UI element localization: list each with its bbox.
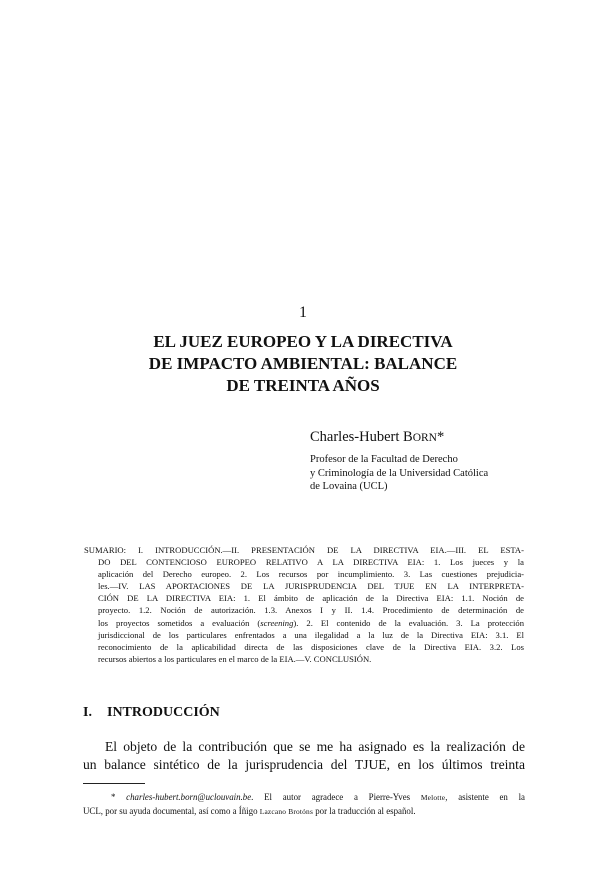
summary-line: los proyectos sometidos a evaluación (screening). 2. El contenido de la evaluación. 3. La protección [98,617,524,628]
summary-line: recursos abiertos a los particulares en el marco de la EIA.—V. CONCLUSIÓN. [98,653,372,664]
summary-line: aplicación del Derecho europeo. 2. Los recursos por incumplimiento. 3. Las cuestiones prejudicia- [98,569,524,580]
summary-line: reconocimiento de la aplicabilidad directa de las disposiciones clave de la Directiva EIA. 3.2. Los [98,641,524,652]
chapter-title [60,331,546,397]
footnote-rule [83,783,145,784]
body-line: El objeto de la contribución que se me ha asignado es la realización de [105,739,525,754]
summary-line: les.—IV. LAS APORTACIONES DE LA JURISPRUDENCIA DEL TJUE EN LA INTERPRETA- [98,581,524,592]
affiliation-line: y Criminología de la Universidad Católica [310,467,489,479]
author-name [310,428,550,447]
footnote-line [83,805,525,819]
author-footnote-mark: * [436,429,445,445]
author-affiliation [310,453,550,494]
summary-emphasis: screening [260,617,294,628]
summary [84,544,524,665]
author-given-name: Charles-Hubert [310,429,404,445]
body-paragraph [83,738,525,773]
chapter-title-line: DE TREINTA AÑOS [226,376,380,395]
author-surname-rest: ORN [412,432,437,444]
footnote-email: charles-hubert.born@uclouvain.be [126,792,252,802]
chapter-title-line: DE IMPACTO AMBIENTAL: BALANCE [148,354,458,373]
footnote [83,791,525,818]
affiliation-line: Profesor de la Facultad de Derecho [310,454,458,465]
section-heading [83,705,220,721]
footnote-mark: * [111,792,116,802]
author-surname-initial: B [403,429,413,445]
footnote-line [83,791,525,805]
footnote-name: Lazcano Brotóns [259,806,314,816]
footnote-text: UCL, por su ayuda documental, así como a Íñigo [83,805,260,816]
chapter-title-line: EL JUEZ EUROPEO Y LA DIRECTIVA [153,332,453,351]
summary-line: SUMARIO: I. INTRODUCCIÓN.—II. PRESENTACIÓN DE LA DIRECTIVA EIA.—III. EL ESTA- [84,545,524,555]
footnote-text: por la traducción al español. [313,805,416,816]
summary-line: DO DEL CONTENCIOSO EUROPEO RELATIVO A LA DIRECTIVA EIA: 1. Los jueces y la [98,557,524,568]
section-title: INTRODUCCIÓN [107,705,220,720]
section-number: I. [83,705,92,720]
affiliation-line: de Lovaina (UCL) [310,481,388,492]
author-block [310,428,550,494]
summary-line: CIÓN DE LA DIRECTIVA EIA: 1. El ámbito de aplicación de la Directiva EIA: 1.1. Noción de [98,593,524,604]
footnote-text: . El autor agradece a Pierre-Yves [251,792,421,802]
summary-line: proyecto. 1.2. Noción de autorización. 1.3. Anexos I y II. 1.4. Procedimiento de determinación de [98,605,524,616]
body-line: un balance sintético de la jurisprudencia del TJUE, en los últimos treinta [83,756,525,772]
summary-line: jurisdiccional de los particulares enfrentados a una ilegalidad a la luz de la Directiva EIA: 3.1. El [98,629,524,640]
chapter-number: 1 [299,304,307,321]
footnote-name: Melotte [420,793,446,802]
footnote-text: , asistente en la [445,792,525,802]
